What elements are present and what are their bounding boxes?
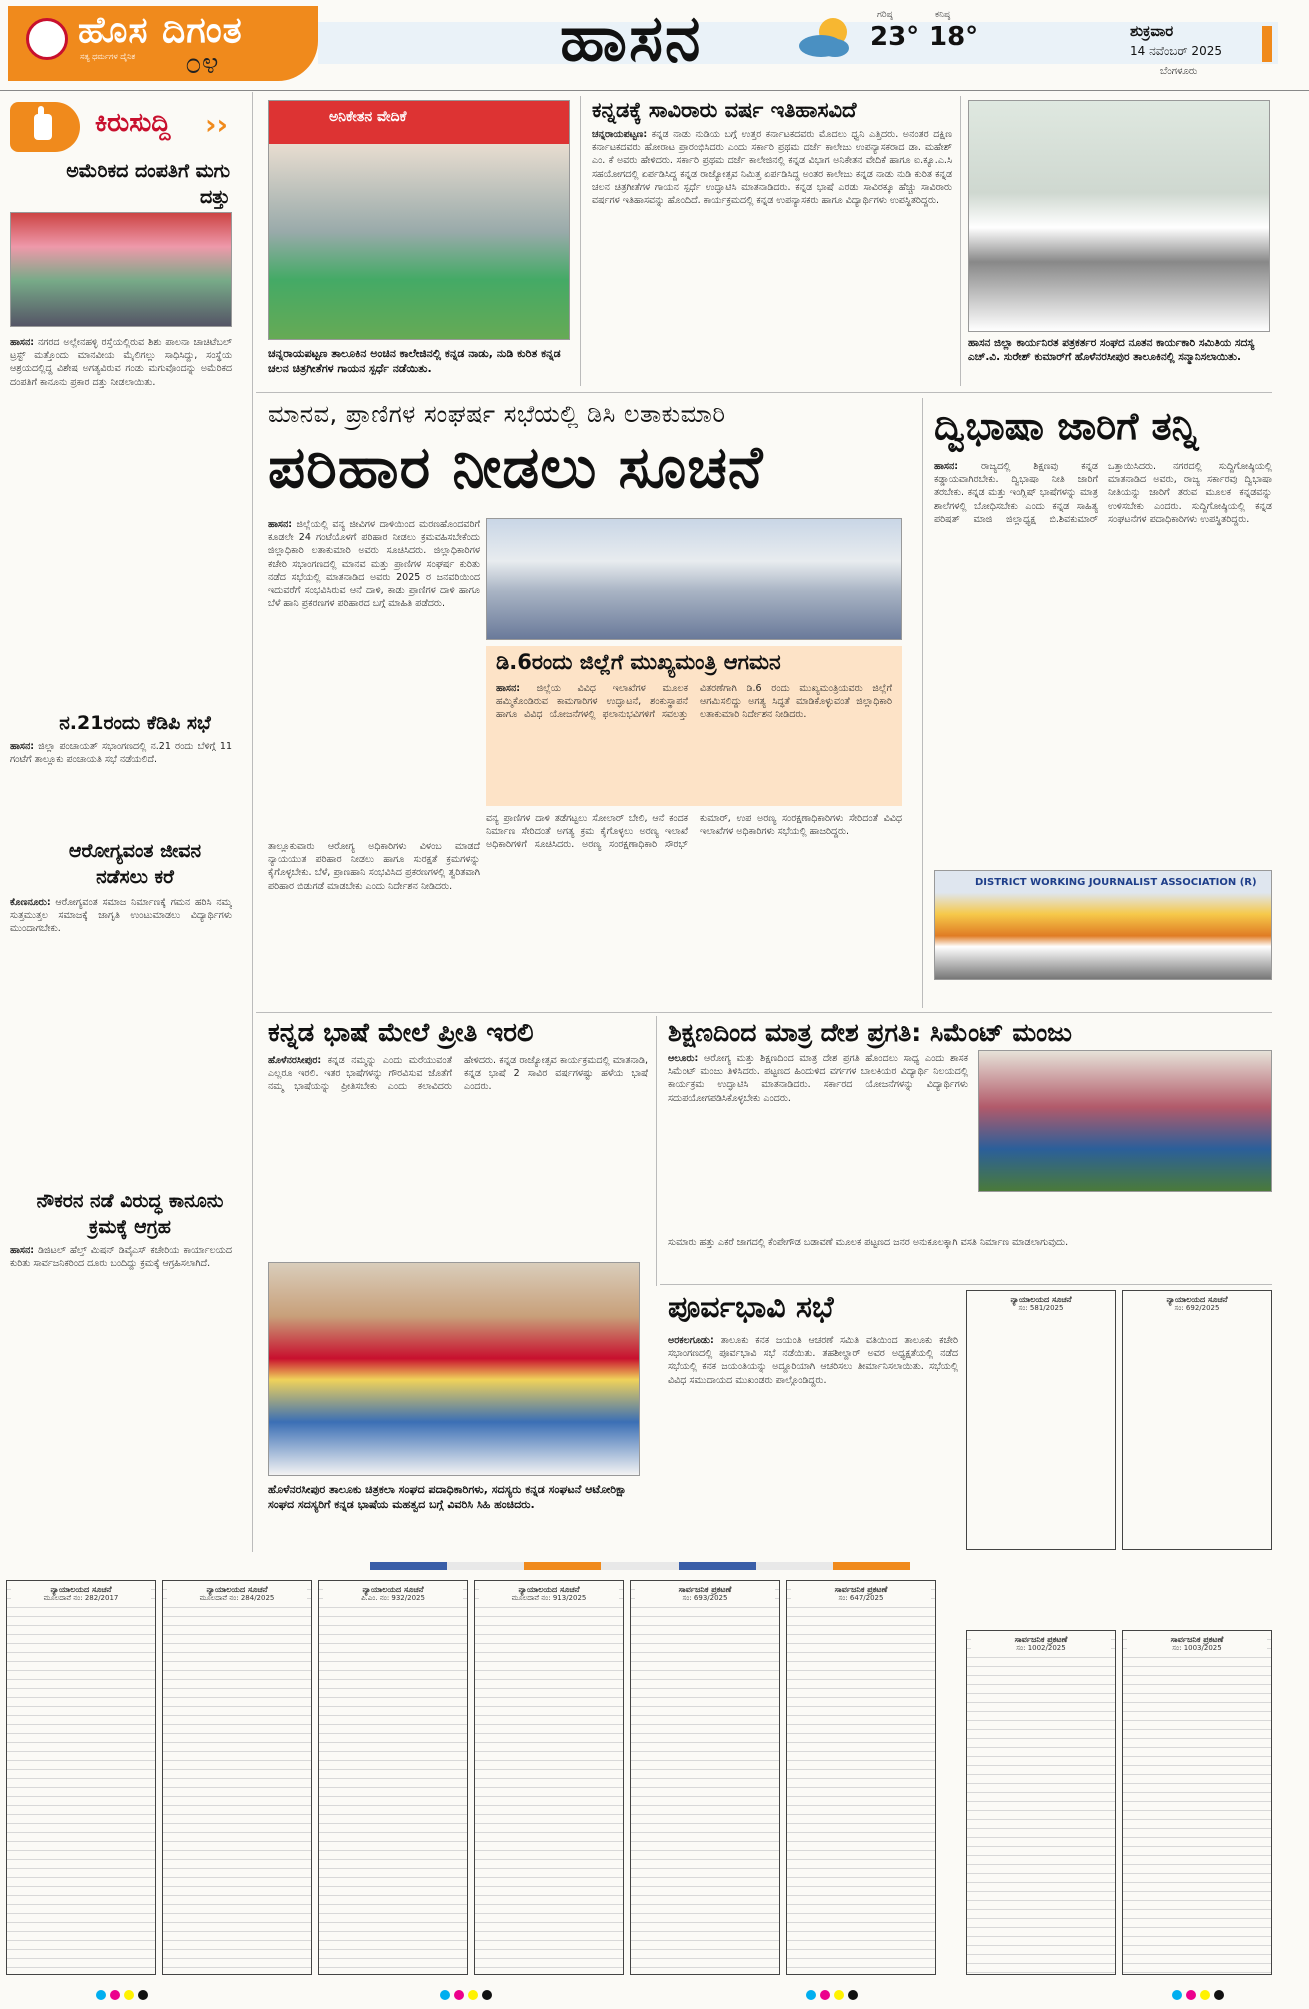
lead-body-col-1b: ತಾಲ್ಲೂಕುವಾರು ಆರೋಗ್ಯ ಅಧಿಕಾರಿಗಳು ವಿಳಂಬ ಮಾಡದೆ ನ್ಯಾಯಯುತ ಪರಿಹಾರ ನೀಡಲು ಹಾಗೂ ಸುರಕ್ಷತೆ ಕ್ರಮಗಳನ್ನು ಕೈಗೊಳ್ಳಬೇಕು. ಬೆಳೆ, ಪ್ರಾಣಹಾನಿ ಸಂಭವಿಸಿದ ಪ್ರಕರಣಗಳಲ್ಲಿ ತ್ವರಿತವಾಗಿ ಪರಿಹಾರ ಬಿಡುಗಡೆ ಮಾಡಬೇಕು ಎಂದು ನಿರ್ದೇಶನ ನೀಡಿದರು. [268, 841, 480, 892]
lead-kicker: ಮಾನವ, ಪ್ರಾಣಿಗಳ ಸಂಘರ್ಷ ಸಭೆಯಲ್ಲಿ ಡಿಸಿ ಲತಾಕುಮಾರಿ [268, 400, 726, 428]
kiru-item-3-headline: ಆರೋಗ್ಯವಂತ ಜೀವನ ನಡೆಸಲು ಕರೆ [68, 840, 202, 888]
cm-visit-headline: ಡಿ.6ರಂದು ಜಿಲ್ಲೆಗೆ ಮುಖ್ಯಮಂತ್ರಿ ಆಗಮನ [496, 650, 781, 674]
cm-visit-body: ಹಾಸನ: ಜಿಲ್ಲೆಯ ವಿವಿಧ ಇಲಾಖೆಗಳ ಮೂಲಕ ಹಮ್ಮಿಕೊಂಡಿರುವ ಕಾಮಗಾರಿಗಳ ಉದ್ಘಾಟನೆ, ಶಂಕುಸ್ಥಾಪನೆ ಹಾಗೂ ವಿವಿಧ ಯೋಜನೆಗಳಲ್ಲಿ ಫಲಾನುಭವಿಗಳಿಗೆ ಸವಲತ್ತು ವಿತರಣೆಗಾಗಿ ಡಿ.6 ರಂದು ಮುಖ್ಯಮಂತ್ರಿಯವರು ಜಿಲ್ಲೆಗೆ ಆಗಮಿಸಲಿದ್ದು ಅಗತ್ಯ ಸಿದ್ಧತೆ ಮಾಡಿಕೊಳ್ಳುವಂತೆ ಜಿಲ್ಲಾಧಿಕಾರಿ ಲತಾಕುಮಾರಿ ನಿರ್ದೇಶನ ನೀಡಿದರು. [496, 683, 892, 721]
kannada-history-headline: ಕನ್ನಡಕ್ಕೆ ಸಾವಿರಾರು ವರ್ಷ ಇತಿಹಾಸವಿದೆ [592, 98, 857, 122]
dc-meeting-photo [486, 518, 902, 640]
singing-competition-photo [268, 100, 570, 340]
column-divider [960, 96, 961, 386]
press-meet-banner: DISTRICT WORKING JOURNALIST ASSOCIATION (R) [975, 877, 1257, 888]
singing-competition-caption: ಚನ್ನರಾಯಪಟ್ಟಣ ತಾಲೂಕಿನ ಅಂಚಿನ ಕಾಲೇಜಿನಲ್ಲಿ ಕನ್ನಡ ನಾಡು, ನುಡಿ ಕುರಿತ ಕನ್ನಡ ಚಲನ ಚಿತ್ರಗೀತೆಗಳ ಗಾಯನ ಸ್ಪರ್ಧೆ ನಡೆಯಿತು. [268, 347, 561, 375]
max-temp: 23° [870, 22, 920, 52]
legal-notice-box: ಸಾರ್ವಜನಿಕ ಪ್ರಕಟಣೆ ಸಂ: 693/2025 [630, 1580, 780, 1975]
weather-box [795, 10, 979, 70]
registration-marks [1172, 1990, 1224, 2000]
legal-notice-box: ನ್ಯಾಯಾಲಯದ ಸೂಚನೆ ಮೂಲದಾವೆ ನಂ: 913/2025 [474, 1580, 624, 1975]
art-association-caption: ಹೊಳೆನರಸೀಪುರ ತಾಲೂಕು ಚಿತ್ರಕಲಾ ಸಂಘದ ಪದಾಧಿಕಾರಿಗಳು, ಸದಸ್ಯರು ಕನ್ನಡ ಸಂಘಟನೆ ಆಟೋರಿಕ್ಷಾ ಸಂಘದ ಸದಸ್ಯರಿಗೆ ಕನ್ನಡ ಭಾಷೆಯ ಮಹತ್ವದ ಬಗ್ಗೆ ವಿವರಿಸಿ ಸಿಹಿ ಹಂಚಿದರು. [268, 1483, 627, 1511]
edition-city-title: ಹಾಸನ [560, 2, 703, 76]
kiru-item-4-headline: ನೌಕರನ ನಡೆ ವಿರುದ್ಧ ಕಾನೂನು ಕ್ರಮಕ್ಕೆ ಆಗ್ರಹ [36, 1190, 224, 1238]
column-divider [922, 398, 923, 1008]
masthead-logo [8, 6, 318, 81]
kannada-love-body: ಹೊಳೆನರಸೀಪುರ: ಕನ್ನಡ ನಮ್ಮನ್ನು ಎಂದು ಮರೆಯುವಂತೆ ಎಲ್ಲರೂ ಇರಲಿ. ಇತರ ಭಾಷೆಗಳನ್ನು ಗೌರವಿಸುವ ಜೊತೆಗೆ ನಮ್ಮ ಭಾಷೆಯನ್ನು ಪ್ರೀತಿಸಬೇಕು ಎಂದು ಕಲಾವಿದರು ಹೇಳಿದರು. ಕನ್ನಡ ರಾಜ್ಯೋತ್ಸವ ಕಾರ್ಯಕ್ರಮದಲ್ಲಿ ಮಾತನಾಡಿ, ಕನ್ನಡ ಭಾಷೆ 2 ಸಾವಿರ ವರ್ಷಗಳಷ್ಟು ಹಳೆಯ ಭಾಷೆ ಎಂದರು. [268, 1055, 648, 1093]
logo-emblem-icon [26, 18, 68, 60]
legal-notice-box: ಸಾರ್ವಜನಿಕ ಪ್ರಕಟಣೆ ಸಂ: 647/2025 [786, 1580, 936, 1975]
kannada-love-headline: ಕನ್ನಡ ಭಾಷೆ ಮೇಲೆ ಪ್ರೀತಿ ಇರಲಿ [268, 1018, 534, 1048]
masthead-rule [0, 90, 1309, 91]
poorvabhavi-headline: ಪೂರ್ವಭಾವಿ ಸಭೆ [668, 1290, 834, 1325]
kiru-item-1-body: ಹಾಸನ: ನಗರದ ಅಲ್ಲೇನಹಳ್ಳಿ ರಸ್ತೆಯಲ್ಲಿರುವ ಶಿಶು ಪಾಲನಾ ಚಾಚಿಟೆಬಲ್ ಟ್ರಸ್ಟ್ ಮತ್ತೊಂದು ಮಾನವೀಯ ಮೈಲಿಗಲ್ಲು ಸಾಧಿಸಿದ್ದು, ಸಂಸ್ಥೆಯ ಆಶ್ರಯದಲ್ಲಿದ್ದ ವಿಶೇಷ ಅಗತ್ಯವಿರುವ ಗಂಡು ಮಗುವೊಂದನ್ನು ಅಮೆರಿಕದ ದಂಪತಿಗೆ ಕಾನೂನು ಪ್ರಕಾರ ದತ್ತು ನೀಡಲಾಯಿತು. [10, 337, 232, 388]
column-divider [656, 1016, 657, 1286]
row-divider [660, 1284, 1272, 1285]
issue-date: 14 ನವೆಂಬರ್ 2025 [1130, 44, 1222, 58]
journalist-felicitation-photo [968, 100, 1270, 332]
legal-notice-box: ನ್ಯಾಯಾಲಯದ ಸೂಚನೆ ಸಂ: 692/2025 [1122, 1290, 1272, 1550]
legal-notice-box: ನ್ಯಾಯಾಲಯದ ಸೂಚನೆ ಮೂಲದಾವೆ ನಂ: 282/2017 [6, 1580, 156, 1975]
art-association-photo [268, 1262, 640, 1476]
kannada-history-body: ಚನ್ನರಾಯಪಟ್ಟಣ: ಕನ್ನಡ ನಾಡು ನುಡಿಯ ಬಗ್ಗೆ ಉತ್ತರ ಕರ್ನಾಟಕದವರು ಮೊದಲು ಧ್ವನಿ ಎತ್ತಿದರು. ಅನಂತರ ದಕ್ಷಿಣ ಕರ್ನಾಟಕದವರು ಹೋರಾಟ ಪ್ರಾರಂಭಿಸಿದರು ಎಂದು ಸರ್ಕಾರಿ ಪ್ರಥಮ ದರ್ಜೆ ಕಾಲೇಜು ಉಪನ್ಯಾಸಕರಾದ ಡಾ. ಮಹೇಶ್ ಎಂ. ಕೆ ಅವರು ಹೇಳಿದರು. ಸರ್ಕಾರಿ ಪ್ರಥಮ ದರ್ಜೆ ಕಾಲೇಜಿನಲ್ಲಿ ಕನ್ನಡ ವಿಭಾಗ ಅನಿಕೇತನ ವೇದಿಕೆ ಹಾಗೂ ಐ.ಕ್ಯೂ.ಎ.ಸಿ ಸಹಯೋಗದಲ್ಲಿ ಏರ್ಪಡಿಸಿದ್ದ ಕನ್ನಡ ರಾಜ್ಯೋತ್ಸವ ನಿಮಿತ್ತ ಏರ್ಪಡಿಸಿದ್ದ ಅಂತರ ಕಾಲೇಜು ಕನ್ನಡ ನಾಡು ನುಡಿ ಕುರಿತ ಕನ್ನಡ ಚಲನ ಚಿತ್ರಗೀತೆಗಳ ಗಾಯನ ಸ್ಪರ್ಧೆ ಉದ್ಘಾಟಿಸಿ ಮಾತನಾಡಿದರು. ಕನ್ನಡ ಭಾಷೆ ಎರಡು ಸಾವಿರಕ್ಕೂ ಹೆಚ್ಚು ಸಾವಿರಾರು ವರ್ಷಗಳ ಇತಿಹಾಸವನ್ನು ಹೊಂದಿದೆ. ಕಾರ್ಯಕ್ರಮದಲ್ಲಿ ಕನ್ನಡ ಉಪನ್ಯಾಸಕರು ಹಾಗೂ ವಿದ್ಯಾರ್ಥಿಗಳು ಉಪಸ್ಥಿತರಿದ್ದರು. [592, 129, 952, 207]
page-number: ೦೪ [185, 46, 219, 81]
row-divider [256, 392, 1272, 393]
kiru-item-2-body: ಹಾಸನ: ಜಿಲ್ಲಾ ಪಂಚಾಯತ್ ಸಭಾಂಗಣದಲ್ಲಿ ನ.21 ರಂದು ಬೆಳಿಗ್ಗೆ 11 ಗಂಟೆಗೆ ತಾಲ್ಲೂಕು ಪಂಚಾಯತಿ ಸಭೆ ನಡೆಯಲಿದೆ. [10, 741, 232, 766]
kiru-suddi-label: ಕಿರುಸುದ್ದಿ [95, 108, 171, 138]
legal-notice-box: ಸಾರ್ವಜನಿಕ ಪ್ರಕಟಣೆ ಸಂ: 1003/2025 [1122, 1630, 1272, 1975]
education-headline: ಶಿಕ್ಷಣದಿಂದ ಮಾತ್ರ ದೇಶ ಪ್ರಗತಿ: ಸಿಮೆಂಟ್ ಮಂಜು [668, 1018, 1072, 1047]
journalist-felicitation-caption: ಹಾಸನ ಜಿಲ್ಲಾ ಕಾರ್ಯನಿರತ ಪತ್ರಕರ್ತರ ಸಂಘದ ನೂತನ ಕಾರ್ಯಕಾರಿ ಸಮಿತಿಯ ಸದಸ್ಯ ಎಚ್.ವಿ. ಸುರೇಶ್ ಕುಮಾರ್‌ಗೆ ಹೊಳೆನರಸೀಪುರ ತಾಲೂಕಿನಲ್ಲಿ ಸನ್ಮಾನಿಸಲಾಯಿತು. [968, 337, 1255, 363]
legal-notice-box: ನ್ಯಾಯಾಲಯದ ಸೂಚನೆ ಸಂ: 581/2025 [966, 1290, 1116, 1550]
legal-notice-box: ನ್ಯಾಯಾಲಯದ ಸೂಚನೆ ಪಿ.ಎಂ. ನಂ: 932/2025 [318, 1580, 468, 1975]
legal-notice-box: ಸಾರ್ವಜನಿಕ ಪ್ರಕಟಣೆ ಸಂ: 1002/2025 [966, 1630, 1116, 1975]
color-strip [370, 1562, 910, 1570]
accent-bar [1262, 26, 1272, 62]
min-temp-label: ಕನಿಷ್ಠ [935, 10, 951, 20]
registration-marks [96, 1990, 148, 2000]
legal-notices-row [6, 1580, 1276, 1975]
education-event-photo [978, 1050, 1272, 1192]
lead-body-col-3: ವನ್ಯ ಪ್ರಾಣಿಗಳ ದಾಳಿ ತಡೆಗಟ್ಟಲು ಸೋಲಾರ್ ಬೇಲಿ, ಆನೆ ಕಂದಕ ನಿರ್ಮಾಣ ಸೇರಿದಂತೆ ಅಗತ್ಯ ಕ್ರಮ ಕೈಗೊಳ್ಳಲು ಅರಣ್ಯ ಇಲಾಖೆ ಅಧಿಕಾರಿಗಳಿಗೆ ಸೂಚಿಸಿದರು. ಅರಣ್ಯ ಸಂರಕ್ಷಣಾಧಿಕಾರಿ ಸೌರಭ್ ಕುಮಾರ್, ಉಪ ಅರಣ್ಯ ಸಂರಕ್ಷಣಾಧಿಕಾರಿಗಳು ಸೇರಿದಂತೆ ವಿವಿಧ ಇಲಾಖೆಗಳ ಅಧಿಕಾರಿಗಳು ಸಭೆಯಲ್ಲಿ ಹಾಜರಿದ್ದರು. [486, 813, 902, 851]
column-divider [252, 92, 253, 1552]
education-body: ಆಲೂರು: ಆರೋಗ್ಯ ಮತ್ತು ಶಿಕ್ಷಣದಿಂದ ಮಾತ್ರ ದೇಶ ಪ್ರಗತಿ ಹೊಂದಲು ಸಾಧ್ಯ ಎಂದು ಶಾಸಕ ಸಿಮೆಂಟ್ ಮಂಜು ತಿಳಿಸಿದರು. ಪಟ್ಟಣದ ಹಿಂದುಳಿದ ವರ್ಗಗಳ ಬಾಲಕಿಯರ ವಿದ್ಯಾರ್ಥಿ ನಿಲಯದಲ್ಲಿ ಕಾರ್ಯಕ್ರಮ ಉದ್ಘಾಟಿಸಿ ಮಾತನಾಡಿದರು. ಸರ್ಕಾರದ ಯೋಜನೆಗಳನ್ನು ವಿದ್ಯಾರ್ಥಿಗಳು ಸದುಪಯೋಗಪಡಿಸಿಕೊಳ್ಳಬೇಕು ಎಂದರು. [668, 1053, 968, 1104]
cm-visit-box [486, 646, 902, 806]
registration-marks [806, 1990, 858, 2000]
bilingual-body: ಹಾಸನ: ರಾಜ್ಯದಲ್ಲಿ ಶಿಕ್ಷಣವು ಕನ್ನಡ ಕಡ್ಡಾಯವಾಗಿರಬೇಕು. ದ್ವಿಭಾಷಾ ನೀತಿ ಜಾರಿಗೆ ತರಬೇಕು. ಕನ್ನಡ ಮತ್ತು ಇಂಗ್ಲಿಷ್ ಭಾಷೆಗಳನ್ನು ಮಾತ್ರ ಶಾಲೆಗಳಲ್ಲಿ ಬೋಧಿಸಬೇಕು ಎಂದು ಕನ್ನಡ ಸಾಹಿತ್ಯ ಪರಿಷತ್ ಮಾಜಿ ಜಿಲ್ಲಾಧ್ಯಕ್ಷ ಬಿ.ಶಿವಕುಮಾರ್ ಒತ್ತಾಯಿಸಿದರು. ನಗರದಲ್ಲಿ ಸುದ್ದಿಗೋಷ್ಠಿಯಲ್ಲಿ ಮಾತನಾಡಿದ ಅವರು, ರಾಜ್ಯ ಸರ್ಕಾರವು ದ್ವಿಭಾಷಾ ನೀತಿಯನ್ನು ಜಾರಿಗೆ ತರುವ ಮೂಲಕ ಕನ್ನಡವನ್ನು ಉಳಿಸಬೇಕು ಎಂದರು. ಸುದ್ದಿಗೋಷ್ಠಿಯಲ್ಲಿ ಕನ್ನಡ ಸಂಘಟನೆಗಳ ಪದಾಧಿಕಾರಿಗಳು ಉಪಸ್ಥಿತರಿದ್ದರು. [934, 461, 1272, 525]
press-meet-photo [934, 870, 1272, 980]
max-temp-label: ಗರಿಷ್ಠ [877, 10, 893, 20]
hand-icon [10, 102, 80, 152]
registration-marks [440, 1990, 492, 2000]
bilingual-headline: ದ್ವಿಭಾಷಾ ಜಾರಿಗೆ ತನ್ನಿ [934, 404, 1198, 448]
kiru-item-4-body: ಹಾಸನ: ಡಿಜಿಟಲ್ ಹೆಲ್ತ್ ಮಿಷನ್ ಡಿವೈಎಸ್ ಕಚೇರಿಯ ಕಾರ್ಯಾಲಯದ ಕುರಿತು ಸಾರ್ವಜನಿಕರಿಂದ ದೂರು ಬಂದಿದ್ದು ಕ್ರಮಕ್ಕೆ ಆಗ್ರಹಿಸಲಾಗಿದೆ. [10, 1245, 232, 1270]
logo-text: ಹೊಸ ದಿಗಂತ [78, 10, 243, 51]
lead-headline: ಪರಿಹಾರ ನೀಡಲು ಸೂಚನೆ [268, 433, 764, 501]
logo-tagline: ಸತ್ಯ ಧರ್ಮಗಳ ದೈನಿಕ [80, 52, 136, 61]
kiru-item-3-body: ಕೊಣನೂರು: ಆರೋಗ್ಯವಂತ ಸಮಾಜ ನಿರ್ಮಾಣಕ್ಕೆ ಗಮನ ಹರಿಸಿ ನಮ್ಮ ಸುತ್ತಮುತ್ತಲ ಸಮಾಜಕ್ಕೆ ಜಾಗೃತಿ ಉಂಟುಮಾಡಲು ವಿದ್ಯಾರ್ಥಿಗಳು ಮುಂದಾಗಬೇಕು. [10, 897, 232, 935]
chevron-right-icon: ›› [205, 108, 229, 141]
poorvabhavi-body: ಅರಕಲಗೂಡು: ತಾಲೂಕು ಕನಕ ಜಯಂತಿ ಆಚರಣೆ ಸಮಿತಿ ವತಿಯಿಂದ ತಾಲೂಕು ಕಚೇರಿ ಸಭಾಂಗಣದಲ್ಲಿ ಪೂರ್ವಭಾವಿ ಸಭೆ ನಡೆಯಿತು. ತಹಶೀಲ್ದಾರ್ ಅವರ ಅಧ್ಯಕ್ಷತೆಯಲ್ಲಿ ನಡೆದ ಸಭೆಯಲ್ಲಿ ಕನಕ ಜಯಂತಿಯನ್ನು ಅದ್ದೂರಿಯಾಗಿ ಆಚರಿಸಲು ತೀರ್ಮಾನಿಸಲಾಯಿತು. ಸಭೆಯಲ್ಲಿ ವಿವಿಧ ಸಮುದಾಯದ ಮುಖಂಡರು ಪಾಲ್ಗೊಂಡಿದ್ದರು. [668, 1335, 958, 1386]
photo-banner-text: ಅನಿಕೇತನ ವೇದಿಕೆ [329, 109, 407, 125]
issue-day: ಶುಕ್ರವಾರ [1130, 22, 1174, 40]
adoption-photo [10, 212, 232, 327]
education-photo-caption: ಸುಮಾರು ಹತ್ತು ಎಕರೆ ಜಾಗದಲ್ಲಿ ಕೆಂಪೇಗೌಡ ಬಡಾವಣೆ ಮೂಲಕ ಪಟ್ಟಣದ ಜನರ ಅನುಕೂಲಕ್ಕಾಗಿ ವಸತಿ ನಿರ್ಮಾಣ ಮಾಡಲಾಗುವುದು. [668, 1237, 1069, 1248]
partly-cloudy-icon [795, 12, 855, 62]
min-temp: 18° [929, 22, 979, 52]
lead-body-col-1: ಹಾಸನ: ಜಿಲ್ಲೆಯಲ್ಲಿ ವನ್ಯ ಜೀವಿಗಳ ದಾಳಿಯಿಂದ ಮರಣಹೊಂದವರಿಗೆ ಕೂಡಲೇ 24 ಗಂಟೆಯೊಳಗೆ ಪರಿಹಾರ ನೀಡಲು ಕ್ರಮವಹಿಸಬೇಕೆಂದು ಜಿಲ್ಲಾಧಿಕಾರಿ ಲತಾಕುಮಾರಿ ಅವರು ಸೂಚಿಸಿದರು. ಜಿಲ್ಲಾಧಿಕಾರಿಗಳ ಕಚೇರಿ ಸಭಾಂಗಣದಲ್ಲಿ ಮಾನವ ಮತ್ತು ಪ್ರಾಣಿಗಳ ಸಂಘರ್ಷ ಕುರಿತು ನಡೆದ ಸಭೆಯಲ್ಲಿ ಮಾತನಾಡಿದ ಅವರು 2025 ರ ಜನವರಿಯಿಂದ ಇದುವರೆಗೆ ಸಂಭವಿಸಿರುವ ಆನೆ ದಾಳಿ, ಕಾಡು ಪ್ರಾಣಿಗಳ ದಾಳಿ ಹಾಗೂ ಬೆಳೆ ಹಾನಿ ಪ್ರಕರಣಗಳ ಪರಿಹಾರದ ಬಗ್ಗೆ ಮಾಹಿತಿ ಪಡೆದರು. [268, 519, 480, 610]
column-divider [580, 96, 581, 386]
row-divider [256, 1012, 1272, 1013]
kiru-item-1-headline: ಅಮೆರಿಕದ ದಂಪತಿಗೆ ಮಗು ದತ್ತು [66, 160, 230, 208]
edition-name: ಬೆಂಗಳೂರು [1160, 66, 1198, 77]
legal-notice-box: ನ್ಯಾಯಾಲಯದ ಸೂಚನೆ ಮೂಲದಾವೆ ನಂ: 284/2025 [162, 1580, 312, 1975]
kiru-item-2-headline: ನ.21ರಂದು ಕೆಡಿಪಿ ಸಭೆ [59, 712, 211, 734]
kiru-suddi-header [10, 98, 235, 158]
